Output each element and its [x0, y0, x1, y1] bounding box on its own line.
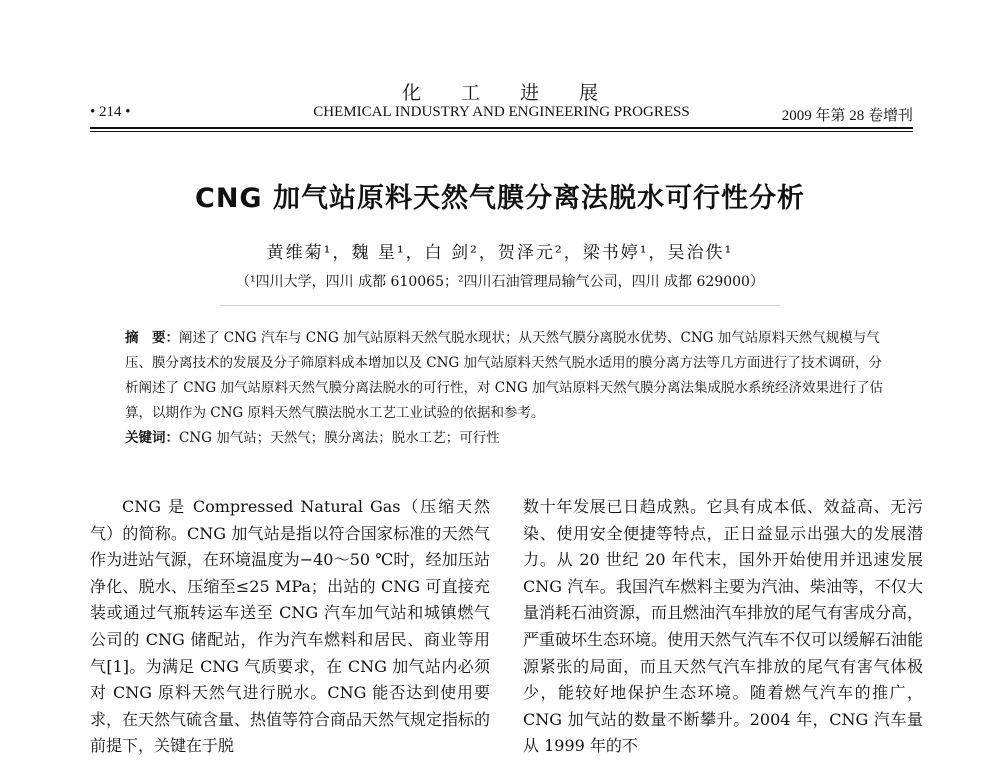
keywords-text: CNG 加气站；天然气；膜分离法；脱水工艺；可行性 — [179, 430, 500, 446]
abstract-label: 摘 要： — [125, 330, 179, 346]
author-list: 黄维菊¹，魏 星¹，白 剑²，贺泽元²，梁书婷¹，吴治佚¹ — [266, 243, 734, 263]
divider — [220, 305, 780, 306]
running-header — [90, 104, 913, 126]
body-column-right — [523, 494, 923, 760]
body-paragraph-right: 数十年发展已日趋成熟。它具有成本低、效益高、无污染、使用安全便捷等特点，正日益显示出强大的发展潜力。从 20 世纪 20 年代末，国外开始使用并迅速发展 CNG 汽车。我国汽车燃料主要为汽油、柴油等，不仅大量消耗石油资源，而且燃油汽车排放的尾气有害成分高，严重破坏生态环境。使用天然气汽车不仅可以缓解石油能源紧张的局面，而且天然气汽车排放的尾气有害气体极少，能较好地保护生态环境。随着燃气汽车的推广，CNG 加气站的数量不断攀升。2004 年，CNG 汽车量从 1999 年的不 — [523, 497, 924, 756]
body-paragraph-left: CNG 是 Compressed Natural Gas（压缩天然气）的简称。CNG 加气站是指以符合国家标准的天然气作为进站气源，在环境温度为−40～50 ℃时，经加压站净化、脱水、压缩至≤25 MPa；出站的 CNG 可直接充装或通过气瓶转运车送至 CNG 汽车加气站和城镇燃气公司的 CNG 储配站，作为汽车燃料和居民、商业等用气[1]。为满足 CNG 气质要求，在 CNG 加气站内必须对 CNG 原料天然气进行脱水。CNG 能否达到使用要求，在天然气硫含量、热值等符合商品天然气规定指标的前提下，关键在于脱 — [90, 497, 491, 756]
journal-title-cn: 化工进展 — [401, 82, 638, 104]
keywords-label: 关键词： — [125, 430, 179, 446]
body-column-left — [90, 494, 490, 760]
article-title: CNG 加气站原料天然气膜分离法脱水可行性分析 — [195, 183, 805, 214]
page-number: • 214 • — [90, 104, 131, 120]
abstract-paragraph — [125, 326, 885, 426]
keywords-paragraph — [125, 426, 885, 451]
issue-info: 2009 年第 28 卷增刊 — [781, 108, 913, 124]
affiliations: （¹四川大学，四川 成都 610065；²四川石油管理局输气公司，四川 成都 629000） — [236, 274, 764, 290]
journal-title-en: CHEMICAL INDUSTRY AND ENGINEERING PROGRESS — [313, 104, 690, 120]
header-rule-thick — [90, 127, 913, 129]
abstract-text: 阐述了 CNG 汽车与 CNG 加气站原料天然气脱水现状；从天然气膜分离脱水优势、CNG 加气站原料天然气规模与气压、膜分离技术的发展及分子筛原料成本增加以及 CNG 加气站原料天然气脱水适用的膜分离方法等几方面进行了技术调研，分析阐述了 CNG 加气站原料天然气膜分离法脱水的可行性，对 CNG 加气站原料天然气膜分离法集成脱水系统经济效果进行了估算，以期作为 CNG 原料天然气膜法脱水工艺工业试验的依据和参考。 — [125, 330, 884, 421]
abstract-block — [125, 326, 885, 451]
header-rule-thin — [90, 131, 913, 132]
